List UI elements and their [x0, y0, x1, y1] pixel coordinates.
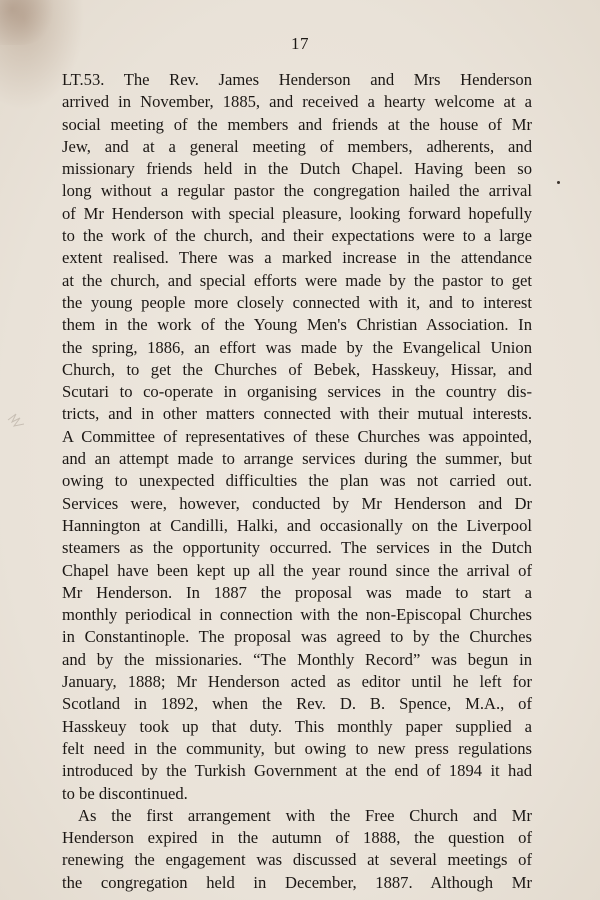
text-line: the spring, 1886, an effort was made by the Evangelical Union — [62, 337, 532, 357]
text-line: and an attempt made to arrange services during the summer, but — [62, 449, 532, 469]
text-line: of Mr Henderson with special pleasure, looking forward hopefully — [62, 203, 532, 223]
text-line: Hannington at Candilli, Halki, and occasionally on the Liverpool — [62, 515, 532, 535]
text-line: tricts, and in other matters connected with their mutual interests. — [62, 404, 532, 424]
text-line: missionary friends held in the Dutch Chapel. Having been so — [62, 159, 532, 179]
paragraph-2 — [62, 805, 532, 894]
text-line: to the work of the church, and their expectations were to a large — [62, 226, 532, 246]
text-line: owing to unexpected difficulties the plan was not carried out. — [62, 471, 532, 491]
margin-smudge — [6, 402, 28, 442]
text-line: Hasskeuy took up that duty. This monthly paper supplied a — [62, 716, 532, 736]
page-number: 17 — [291, 34, 309, 53]
text-line: the congregation held in December, 1887. Although Mr — [62, 872, 532, 892]
body-text — [62, 69, 532, 894]
text-line: extent realised. There was a marked increase in the attendance — [62, 248, 532, 268]
text-line: steamers as the opportunity occurred. The services in the Dutch — [62, 538, 532, 558]
text-line: January, 1888; Mr Henderson acted as editor until he left for — [62, 672, 532, 692]
text-line: LT.53. The Rev. James Henderson and Mrs Henderson — [62, 70, 532, 89]
paragraph-1 — [62, 69, 532, 805]
text-line: arrived in November, 1885, and received a hearty welcome at a — [62, 92, 532, 112]
text-line: and by the missionaries. “The Monthly Record” was begun in — [62, 649, 532, 669]
text-line: A Committee of representatives of these Churches was appointed, — [62, 426, 532, 446]
text-line: Mr Henderson. In 1887 the proposal was made to start a — [62, 582, 532, 602]
text-line: felt need in the community, but owing to new press regulations — [62, 738, 532, 758]
ink-dot — [557, 181, 560, 184]
text-line: social meeting of the members and friends at the house of Mr — [62, 114, 532, 134]
text-line: As the first arrangement with the Free Church and Mr — [78, 805, 532, 825]
text-line: Jew, and at a general meeting of members, adherents, and — [62, 136, 532, 156]
text-line: Scutari to co-operate in organising services in the country dis- — [62, 382, 532, 402]
text-line: Chapel have been kept up all the year round since the arrival of — [62, 560, 532, 580]
text-line: renewing the engagement was discussed at several meetings of — [62, 850, 532, 870]
text-line: Henderson expired in the autumn of 1888, the question of — [62, 828, 532, 848]
text-line: Scotland in 1892, when the Rev. D. B. Spence, M.A., of — [62, 694, 532, 714]
text-line: them in the work of the Young Men's Christian Association. In — [62, 315, 532, 335]
text-line: Church, to get the Churches of Bebek, Hasskeuy, Hissar, and — [62, 359, 532, 379]
text-line: introduced by the Turkish Government at the end of 1894 it had — [62, 761, 532, 781]
text-line: Services were, however, conducted by Mr Henderson and Dr — [62, 493, 532, 513]
text-line: monthly periodical in connection with the non-Episcopal Churches — [62, 605, 532, 625]
text-line: to be discontinued. — [62, 783, 188, 803]
text-line: at the church, and special efforts were made by the pastor to get — [62, 270, 532, 290]
text-line: long without a regular pastor the congregation hailed the arrival — [62, 181, 532, 201]
text-line: in Constantinople. The proposal was agreed to by the Churches — [62, 627, 532, 647]
text-line: the young people more closely connected with it, and to interest — [62, 292, 532, 312]
